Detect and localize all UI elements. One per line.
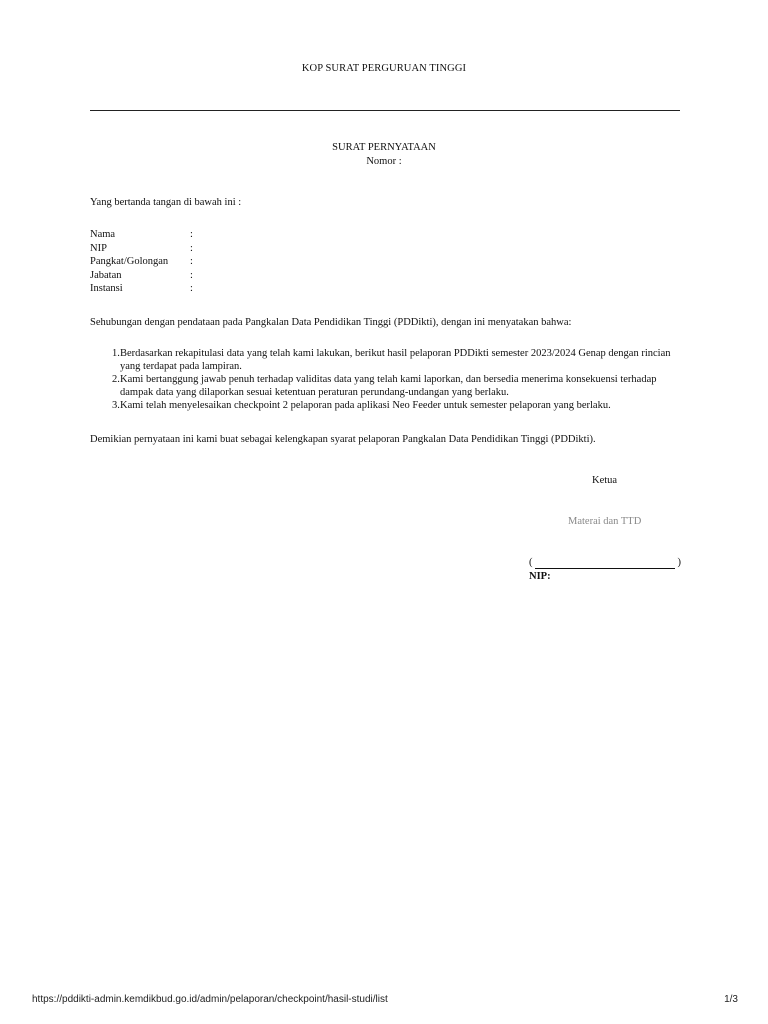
field-label: Pangkat/Golongan bbox=[90, 256, 169, 267]
statement-paragraph: Sehubungan dengan pendataan pada Pangkalan Data Pendidikan Tinggi (PDDikti), dengan ini menyatakan bahwa: bbox=[90, 317, 572, 328]
close-paren: ) bbox=[677, 557, 681, 568]
identity-fields bbox=[90, 228, 200, 296]
list-item bbox=[112, 399, 672, 412]
list-text: Kami telah menyelesaikan checkpoint 2 pelaporan pada aplikasi Neo Feeder untuk semester pelaporan yang berlaku. bbox=[120, 400, 611, 411]
field-colon: : bbox=[190, 229, 193, 240]
signatory-role: Ketua bbox=[592, 475, 618, 486]
list-number: 1. bbox=[112, 348, 120, 359]
signature-underline bbox=[535, 568, 675, 569]
letterhead-placeholder: KOP SURAT PERGURUAN TINGGI bbox=[301, 63, 467, 74]
list-item bbox=[112, 373, 672, 399]
list-item bbox=[112, 347, 672, 373]
field-row-nip bbox=[90, 242, 200, 256]
field-row-jabatan bbox=[90, 269, 200, 283]
signatory-nip: NIP: bbox=[529, 571, 551, 582]
field-label: Jabatan bbox=[90, 269, 122, 281]
field-row-nama bbox=[90, 228, 200, 242]
list-text: Kami bertanggung jawab penuh terhadap validitas data yang telah kami laporkan, dan bersedia menerima konsekuensi terhadap dampak data yang dilaporkan sesuai ketentuan peraturan perundang-undangan yang berlaku. bbox=[120, 374, 657, 398]
field-row-instansi bbox=[90, 282, 200, 296]
field-label: Nama bbox=[90, 229, 116, 240]
field-colon: : bbox=[190, 283, 193, 294]
statement-list bbox=[112, 347, 672, 412]
field-row-pangkat bbox=[90, 255, 200, 269]
open-paren: ( bbox=[529, 557, 533, 568]
letterhead-divider bbox=[90, 110, 680, 111]
field-label: NIP bbox=[90, 242, 107, 254]
field-label: Instansi bbox=[90, 283, 123, 294]
list-number: 2. bbox=[112, 374, 120, 385]
list-number: 3. bbox=[112, 400, 120, 411]
footer-url: https://pddikti-admin.kemdikbud.go.id/admin/pelaporan/checkpoint/hasil-studi/list bbox=[32, 994, 388, 1005]
intro-text: Yang bertanda tangan di bawah ini : bbox=[90, 197, 242, 208]
field-colon: : bbox=[190, 242, 193, 254]
stamp-placeholder: Materai dan TTD bbox=[568, 516, 642, 527]
document-title: SURAT PERNYATAAN bbox=[332, 142, 436, 153]
closing-paragraph: Demikian pernyataan ini kami buat sebagai kelengkapan syarat pelaporan Pangkalan Data Pendidikan Tinggi (PDDikti). bbox=[90, 434, 596, 445]
list-text: Berdasarkan rekapitulasi data yang telah kami lakukan, berikut hasil pelaporan PDDikti semester 2023/2024 Genap dengan rincian yang terdapat pada lampiran. bbox=[120, 348, 671, 372]
page-indicator: 1/3 bbox=[724, 994, 738, 1005]
field-colon: : bbox=[190, 256, 193, 267]
field-colon: : bbox=[190, 269, 193, 281]
document-number: Nomor : bbox=[366, 156, 402, 167]
